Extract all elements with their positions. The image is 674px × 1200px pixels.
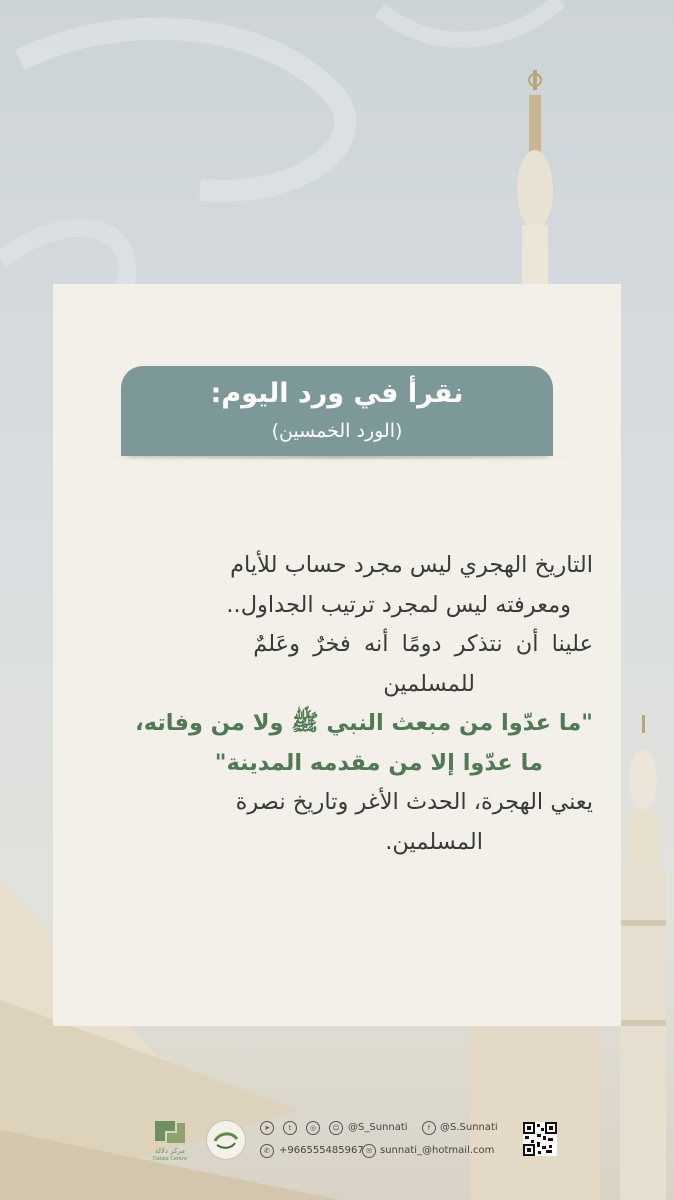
logo-caption-en: Dalala Centre xyxy=(152,1156,188,1162)
body-line-5: يعني الهجرة، الحدث الأغر وتاريخ نصرة xyxy=(235,789,593,815)
sunnati-logo xyxy=(206,1120,246,1160)
banner-title: نقرأ في ورد اليوم: xyxy=(210,378,464,409)
handle-alt[interactable]: @S.Sunnati xyxy=(440,1122,498,1133)
handle-main[interactable]: @S_Sunnati xyxy=(348,1122,408,1133)
twitter-icon[interactable]: t xyxy=(283,1121,297,1135)
logo-caption: مركز دلالة xyxy=(154,1147,186,1155)
snapchat-icon[interactable]: ☺ xyxy=(329,1121,343,1135)
body-line-1: التاريخ الهجري ليس مجرد حساب للأيام xyxy=(230,552,593,578)
banner-subtitle: (الورد الخمسين) xyxy=(271,420,403,442)
phone-number[interactable]: +966555485967 xyxy=(279,1145,364,1156)
body-line-3: علينا أن نتذكر دومًا أنه فخرٌ وعَلمٌ xyxy=(253,631,593,657)
qr-code-icon[interactable] xyxy=(523,1122,557,1156)
quote-line-1: "ما عدّوا من مبعث النبي ﷺ ولا من وفاته، xyxy=(135,710,593,736)
telegram-icon[interactable]: ➤ xyxy=(260,1121,274,1135)
body-line-4: للمسلمين xyxy=(383,670,475,697)
quote-line-2: ما عدّوا إلا من مقدمه المدينة" xyxy=(214,749,543,776)
dalala-centre-logo xyxy=(145,1117,195,1165)
instagram-icon[interactable]: ◎ xyxy=(306,1121,320,1135)
body-text xyxy=(81,546,593,862)
banner-shadow xyxy=(83,456,591,459)
email-icon[interactable]: ✉ xyxy=(362,1144,376,1158)
whatsapp-icon[interactable]: ✆ xyxy=(260,1144,274,1158)
email-address[interactable]: sunnati_@hotmail.com xyxy=(380,1145,495,1156)
body-line-6: المسلمين. xyxy=(385,828,483,855)
content-card xyxy=(53,284,621,1026)
title-banner xyxy=(121,366,553,456)
facebook-icon[interactable]: f xyxy=(422,1121,436,1135)
body-line-2: ومعرفته ليس لمجرد ترتيب الجداول.. xyxy=(226,591,571,618)
